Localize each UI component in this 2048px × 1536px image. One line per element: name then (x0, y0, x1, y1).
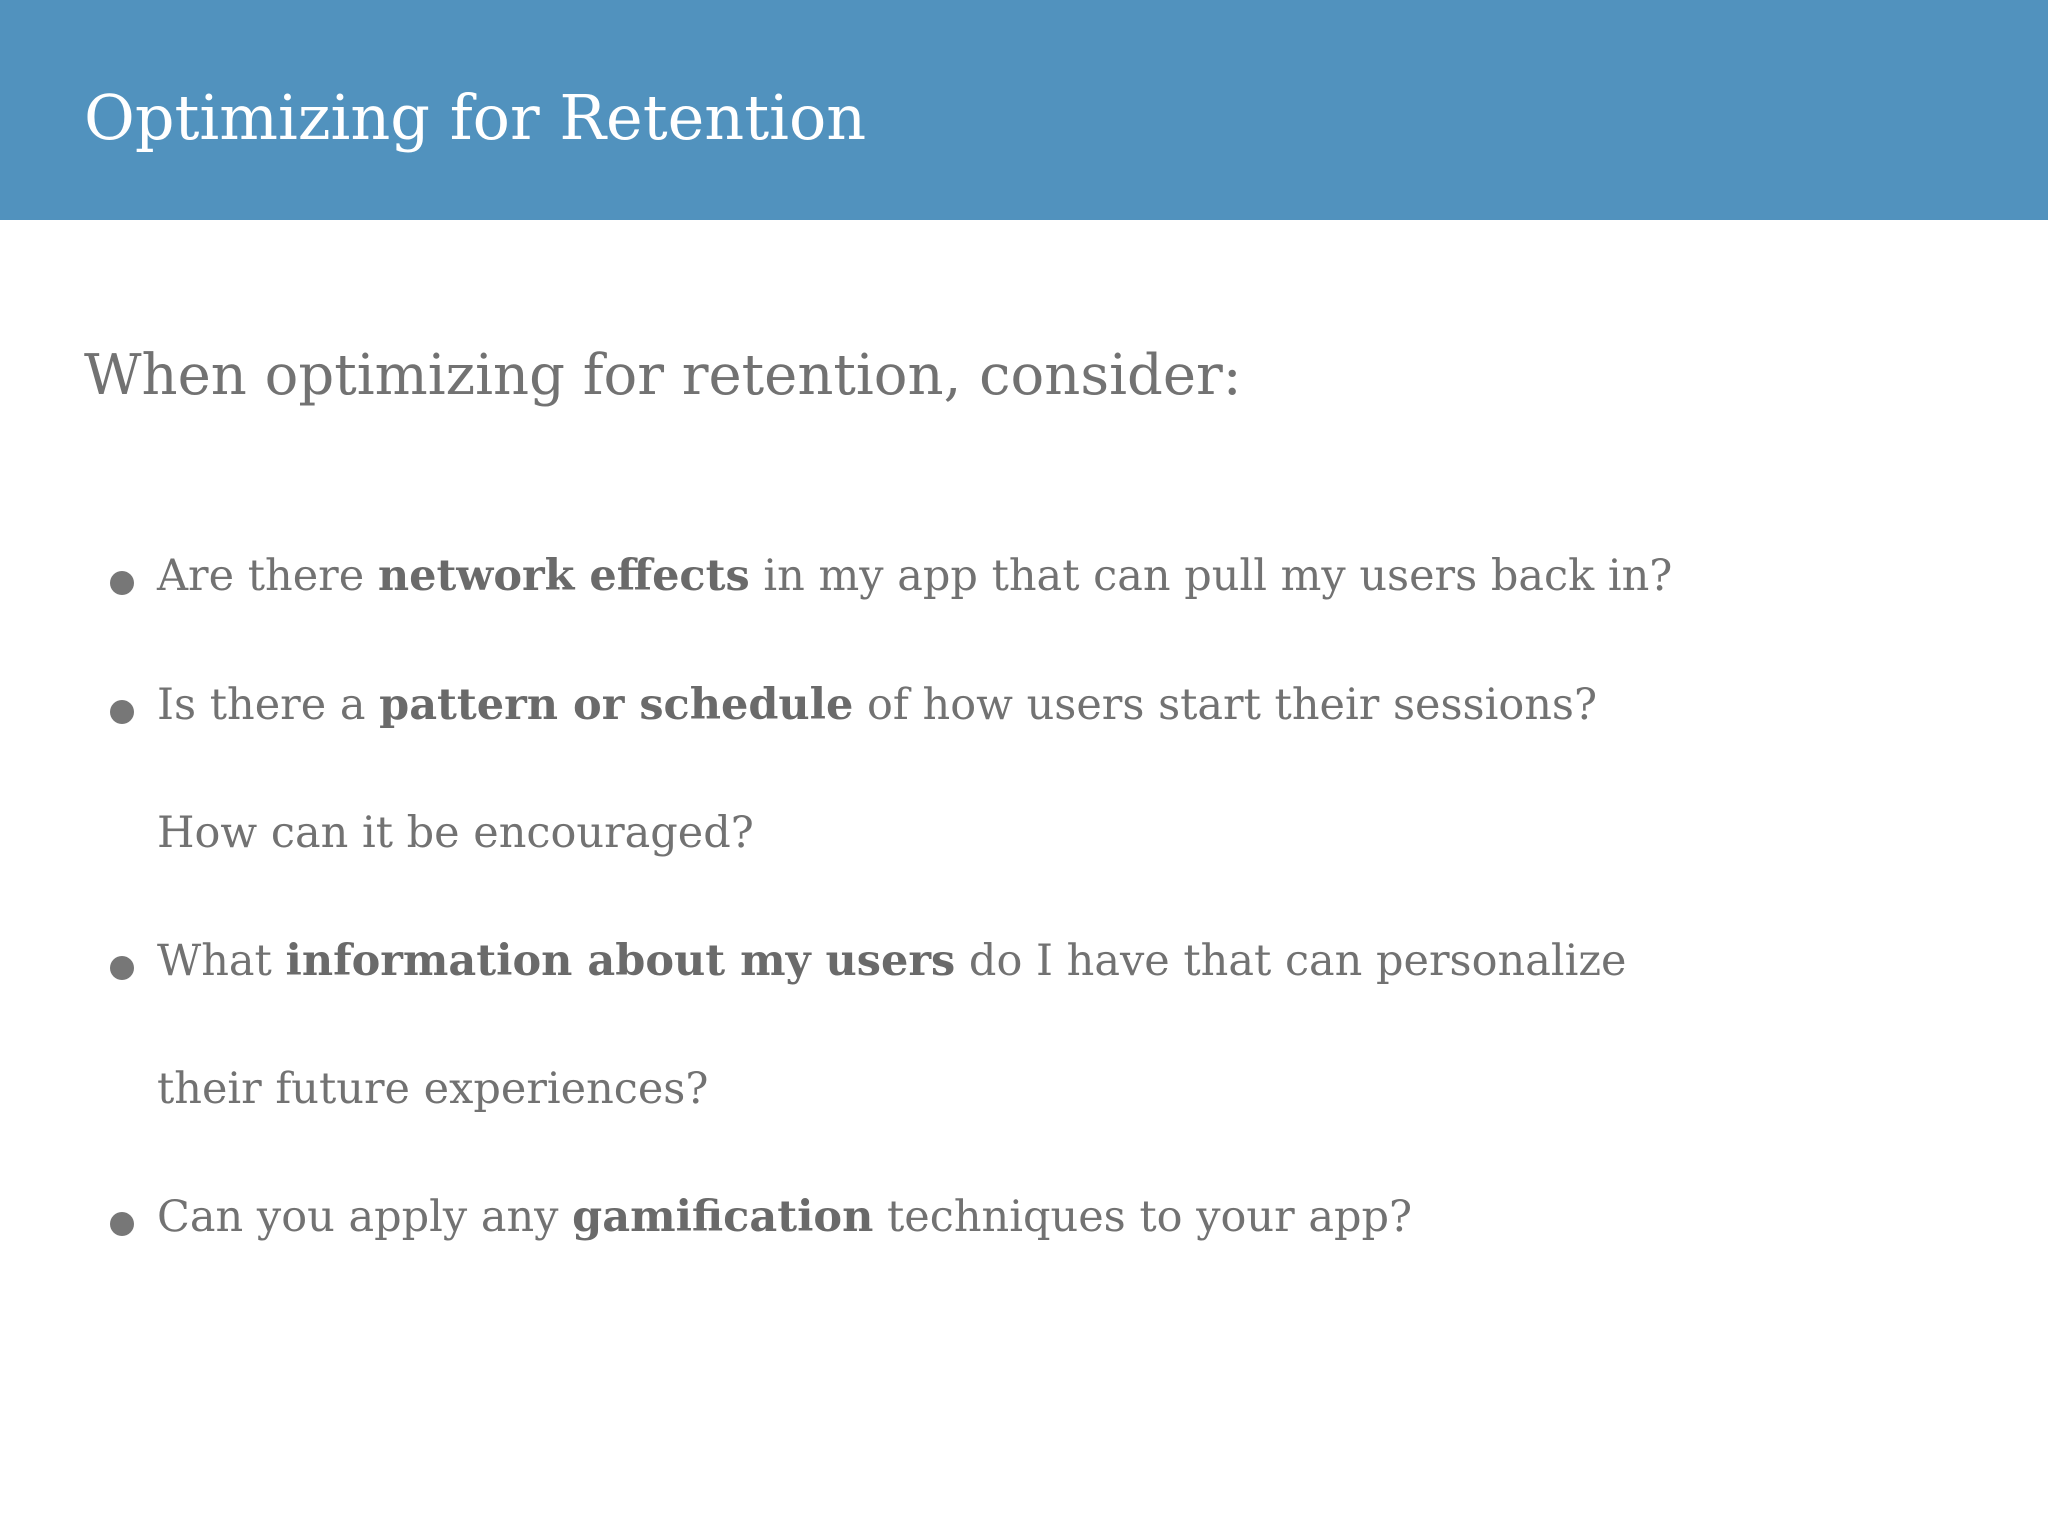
bullet-text-line: What information about my users do I have that can personalize (157, 936, 1627, 986)
bold-phrase: pattern or schedule (379, 680, 854, 730)
bullet-text-line: Is there a pattern or schedule of how users start their sessions? (157, 680, 1598, 730)
title-bar (0, 0, 2048, 220)
bullet-text-line: Are there network effects in my app that can pull my users back in? (157, 551, 1673, 601)
slide-title: Optimizing for Retention (84, 81, 867, 154)
bold-phrase: network effects (377, 551, 750, 601)
bullet-dot (110, 956, 134, 980)
bullet-text-line: How can it be encouraged? (157, 808, 754, 858)
bullet-dot (110, 571, 134, 595)
bullet-text-line: Can you apply any gamification techniques to your app? (157, 1192, 1413, 1242)
bullet-dot (110, 1212, 134, 1236)
bold-phrase: information about my users (285, 936, 956, 986)
bullet-dot (110, 700, 134, 724)
bullet-text-line: their future experiences? (157, 1064, 709, 1114)
bold-phrase: gamification (572, 1192, 874, 1242)
subheading: When optimizing for retention, consider: (84, 343, 1242, 408)
